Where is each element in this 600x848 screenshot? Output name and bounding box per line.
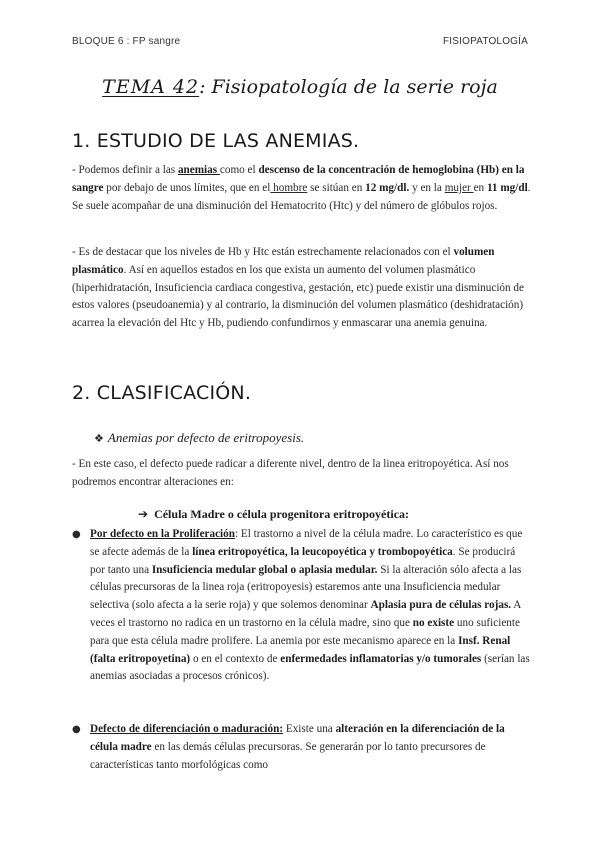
title-rest: : Fisiopatología de la serie roja — [199, 76, 498, 98]
paragraph-plasma-volume: - Es de destacar que los niveles de Hb y Htc están estrechamente relacionados con el volumen plasmático. Así en aquellos estados en los que exista un aumento del volumen plasmático (hiperhidratación, Insuficiencia cardiaca congestiva, gestación, etc) puede existir una disminución de estos valores (pseudoanemia) y al contrario, la disminución del volumen plasmático (deshidratación) acarrea la elevación del Htc y Hb, pudiendo confundirnos y enmascarar una anemia genuina. — [72, 246, 524, 330]
bullet-icon: ● — [72, 529, 81, 540]
bullet-icon: ● — [72, 724, 81, 735]
header-left: BLOQUE 6 : FP sangre — [72, 36, 181, 47]
subheading-eritropoyesis: ❖ Anemias por defecto de eritropoyesis. — [94, 430, 305, 445]
diamond-bullet-icon: ❖ — [94, 432, 104, 445]
arrow-heading-stem-cell: ➔ Célula Madre o célula progenitora eritropoyética: — [138, 507, 410, 521]
list-item: ● Defecto de diferenciación o maduración: Existe una alteración en la diferenciación de la célula madre en las demás células precursoras. Se generarán por lo tanto precursores de características tanto morfológicas como — [72, 723, 505, 771]
section-heading-2: 2. CLASIFICACIÓN. — [72, 382, 252, 404]
header-right: FISIOPATOLOGÍA — [442, 36, 528, 47]
page-title — [0, 76, 600, 98]
paragraph-defect-levels: - En este caso, el defecto puede radicar a diferente nivel, dentro de la linea eritropoyética. Así nos podremos encontrar alteraciones en: — [72, 458, 509, 488]
paragraph-definition: - Podemos definir a las anemias como el descenso de la concentración de hemoglobina (Hb) en la sangre por debajo de unos límites, que en el hombre se sitúan en 12 mg/dl. y en la mujer en 11 mg/dl. Se suele acompañar de una disminución del Hematocrito (Htc) y del número de glóbulos rojos. — [72, 164, 531, 212]
page-header — [72, 36, 528, 50]
section-heading-1: 1. ESTUDIO DE LAS ANEMIAS. — [72, 130, 360, 152]
arrow-right-icon: ➔ — [138, 507, 149, 521]
title-tema: TEMA 42 — [102, 76, 200, 98]
list-item: ● Por defecto en la Proliferación: El trastorno a nivel de la célula madre. Lo característico es que se afecte además de la línea eritropoyética, la leucopoyética y trombopoyética. Se producirá por tanto una Insuficiencia medular global o aplasia medular. Si la alteración sólo afecta a las células precursoras de la linea roja (eritropoyesis) estaremos ante una Insuficiencia medular selectiva (solo afecta a la serie roja) y que solemos denominar Aplasia pura de células rojas. A veces el trastorno no radica en un trastorno en la célula madre, sino que no existe uno suficiente para que esta célula madre prolifere. La anemia por este mecanismo aparece en la Insf. Renal (falta eritropoyetina) o en el contexto de enfermedades inflamatorias y/o tumorales (serían las anemias asociadas a procesos crónicos). — [72, 528, 530, 683]
